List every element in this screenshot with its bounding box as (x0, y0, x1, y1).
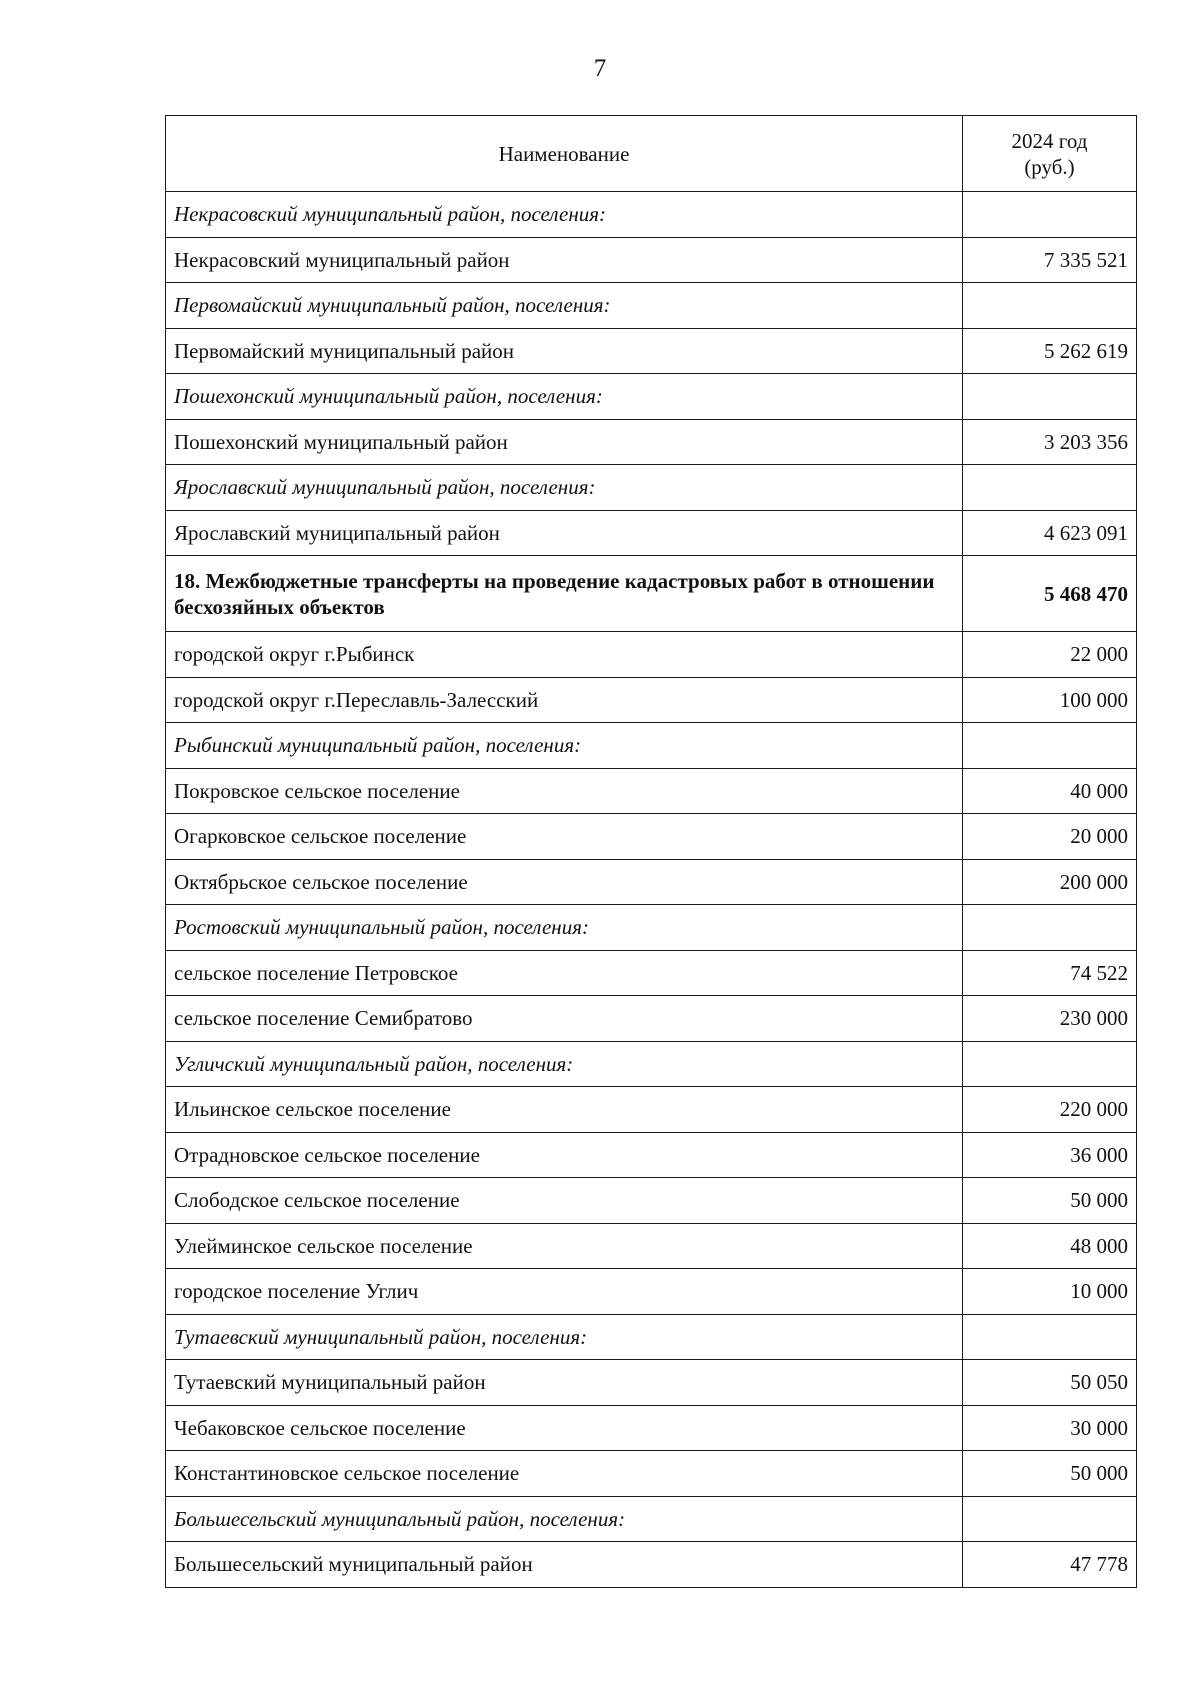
table-row (166, 950, 1137, 996)
row-value-cell: 30 000 (963, 1405, 1137, 1451)
page-number: 7 (593, 55, 607, 82)
table-row (166, 1451, 1137, 1497)
table-row (166, 768, 1137, 814)
row-value-cell (963, 723, 1137, 769)
row-value-cell: 100 000 (963, 677, 1137, 723)
table-section-row (166, 374, 1137, 420)
row-value-cell: 36 000 (963, 1132, 1137, 1178)
row-value-cell: 48 000 (963, 1223, 1137, 1269)
row-name-cell: городское поселение Углич (166, 1269, 963, 1315)
table-row (166, 1132, 1137, 1178)
row-name-cell: Некрасовский муниципальный район, поселения: (166, 192, 963, 238)
row-value-cell (963, 1041, 1137, 1087)
table-row (166, 814, 1137, 860)
row-value-cell (963, 192, 1137, 238)
row-name-cell: 18. Межбюджетные трансферты на проведение кадастровых работ в отношении бесхозяйных объектов (166, 556, 963, 632)
table-body (166, 192, 1137, 1588)
row-name-cell: Чебаковское сельское поселение (166, 1405, 963, 1451)
row-value-cell: 4 623 091 (963, 510, 1137, 556)
row-value-cell: 50 000 (963, 1451, 1137, 1497)
row-value-cell (963, 465, 1137, 511)
row-name-cell: сельское поселение Семибратово (166, 996, 963, 1042)
table-row (166, 859, 1137, 905)
row-name-cell: Отрадновское сельское поселение (166, 1132, 963, 1178)
table-row (166, 1269, 1137, 1315)
table-row (166, 1178, 1137, 1224)
table-row (166, 1223, 1137, 1269)
row-name-cell: Первомайский муниципальный район, поселения: (166, 283, 963, 329)
row-value-cell: 50 000 (963, 1178, 1137, 1224)
row-name-cell: Ярославский муниципальный район, поселения: (166, 465, 963, 511)
row-name-cell: Константиновское сельское поселение (166, 1451, 963, 1497)
table-header-row (166, 116, 1137, 192)
row-name-cell: Пошехонский муниципальный район, поселения: (166, 374, 963, 420)
row-value-cell (963, 905, 1137, 951)
row-value-cell: 5 262 619 (963, 328, 1137, 374)
table-row (166, 1360, 1137, 1406)
row-name-cell: Первомайский муниципальный район (166, 328, 963, 374)
column-header-value (963, 116, 1137, 192)
table-section-row (166, 1041, 1137, 1087)
table-row (166, 677, 1137, 723)
row-name-cell: Пошехонский муниципальный район (166, 419, 963, 465)
row-name-cell: Угличский муниципальный район, поселения: (166, 1041, 963, 1087)
row-value-cell (963, 1314, 1137, 1360)
row-name-cell: Ярославский муниципальный район (166, 510, 963, 556)
row-value-cell: 40 000 (963, 768, 1137, 814)
row-name-cell: Некрасовский муниципальный район (166, 237, 963, 283)
row-name-cell: Ильинское сельское поселение (166, 1087, 963, 1133)
row-name-cell: Покровское сельское поселение (166, 768, 963, 814)
row-name-cell: Тутаевский муниципальный район (166, 1360, 963, 1406)
column-header-unit: (руб.) (1024, 154, 1075, 179)
row-name-cell: Слободское сельское поселение (166, 1178, 963, 1224)
table-row (166, 1405, 1137, 1451)
row-value-cell: 7 335 521 (963, 237, 1137, 283)
row-name-cell: Большесельский муниципальный район (166, 1542, 963, 1588)
row-value-cell: 47 778 (963, 1542, 1137, 1588)
table-row (166, 996, 1137, 1042)
row-name-cell: городской округ г.Рыбинск (166, 632, 963, 678)
table-total-row (166, 556, 1137, 632)
budget-table (165, 115, 1137, 1588)
table-section-row (166, 192, 1137, 238)
table-section-row (166, 465, 1137, 511)
row-value-cell: 50 050 (963, 1360, 1137, 1406)
row-value-cell (963, 283, 1137, 329)
table-row (166, 1087, 1137, 1133)
row-name-cell: Огарковское сельское поселение (166, 814, 963, 860)
table-row (166, 328, 1137, 374)
table-row (166, 632, 1137, 678)
table-row (166, 1542, 1137, 1588)
row-value-cell: 3 203 356 (963, 419, 1137, 465)
row-name-cell: Ростовский муниципальный район, поселения: (166, 905, 963, 951)
table-row (166, 237, 1137, 283)
table-row (166, 510, 1137, 556)
row-name-cell: Улейминское сельское поселение (166, 1223, 963, 1269)
row-value-cell: 200 000 (963, 859, 1137, 905)
row-value-cell: 10 000 (963, 1269, 1137, 1315)
row-value-cell: 5 468 470 (963, 556, 1137, 632)
row-name-cell: сельское поселение Петровское (166, 950, 963, 996)
row-value-cell: 230 000 (963, 996, 1137, 1042)
row-value-cell (963, 1496, 1137, 1542)
row-name-cell: Тутаевский муниципальный район, поселения: (166, 1314, 963, 1360)
table-row (166, 419, 1137, 465)
row-value-cell: 20 000 (963, 814, 1137, 860)
table-section-row (166, 283, 1137, 329)
row-name-cell: Большесельский муниципальный район, поселения: (166, 1496, 963, 1542)
row-value-cell: 22 000 (963, 632, 1137, 678)
column-header-name: Наименование (166, 116, 963, 192)
row-name-cell: Октябрьское сельское поселение (166, 859, 963, 905)
row-value-cell: 220 000 (963, 1087, 1137, 1133)
column-header-year: 2024 год (1011, 128, 1088, 153)
row-value-cell: 74 522 (963, 950, 1137, 996)
table-section-row (166, 723, 1137, 769)
row-name-cell: Рыбинский муниципальный район, поселения: (166, 723, 963, 769)
row-name-cell: городской округ г.Переславль-Залесский (166, 677, 963, 723)
table-section-row (166, 1496, 1137, 1542)
table-section-row (166, 1314, 1137, 1360)
row-value-cell (963, 374, 1137, 420)
table-section-row (166, 905, 1137, 951)
